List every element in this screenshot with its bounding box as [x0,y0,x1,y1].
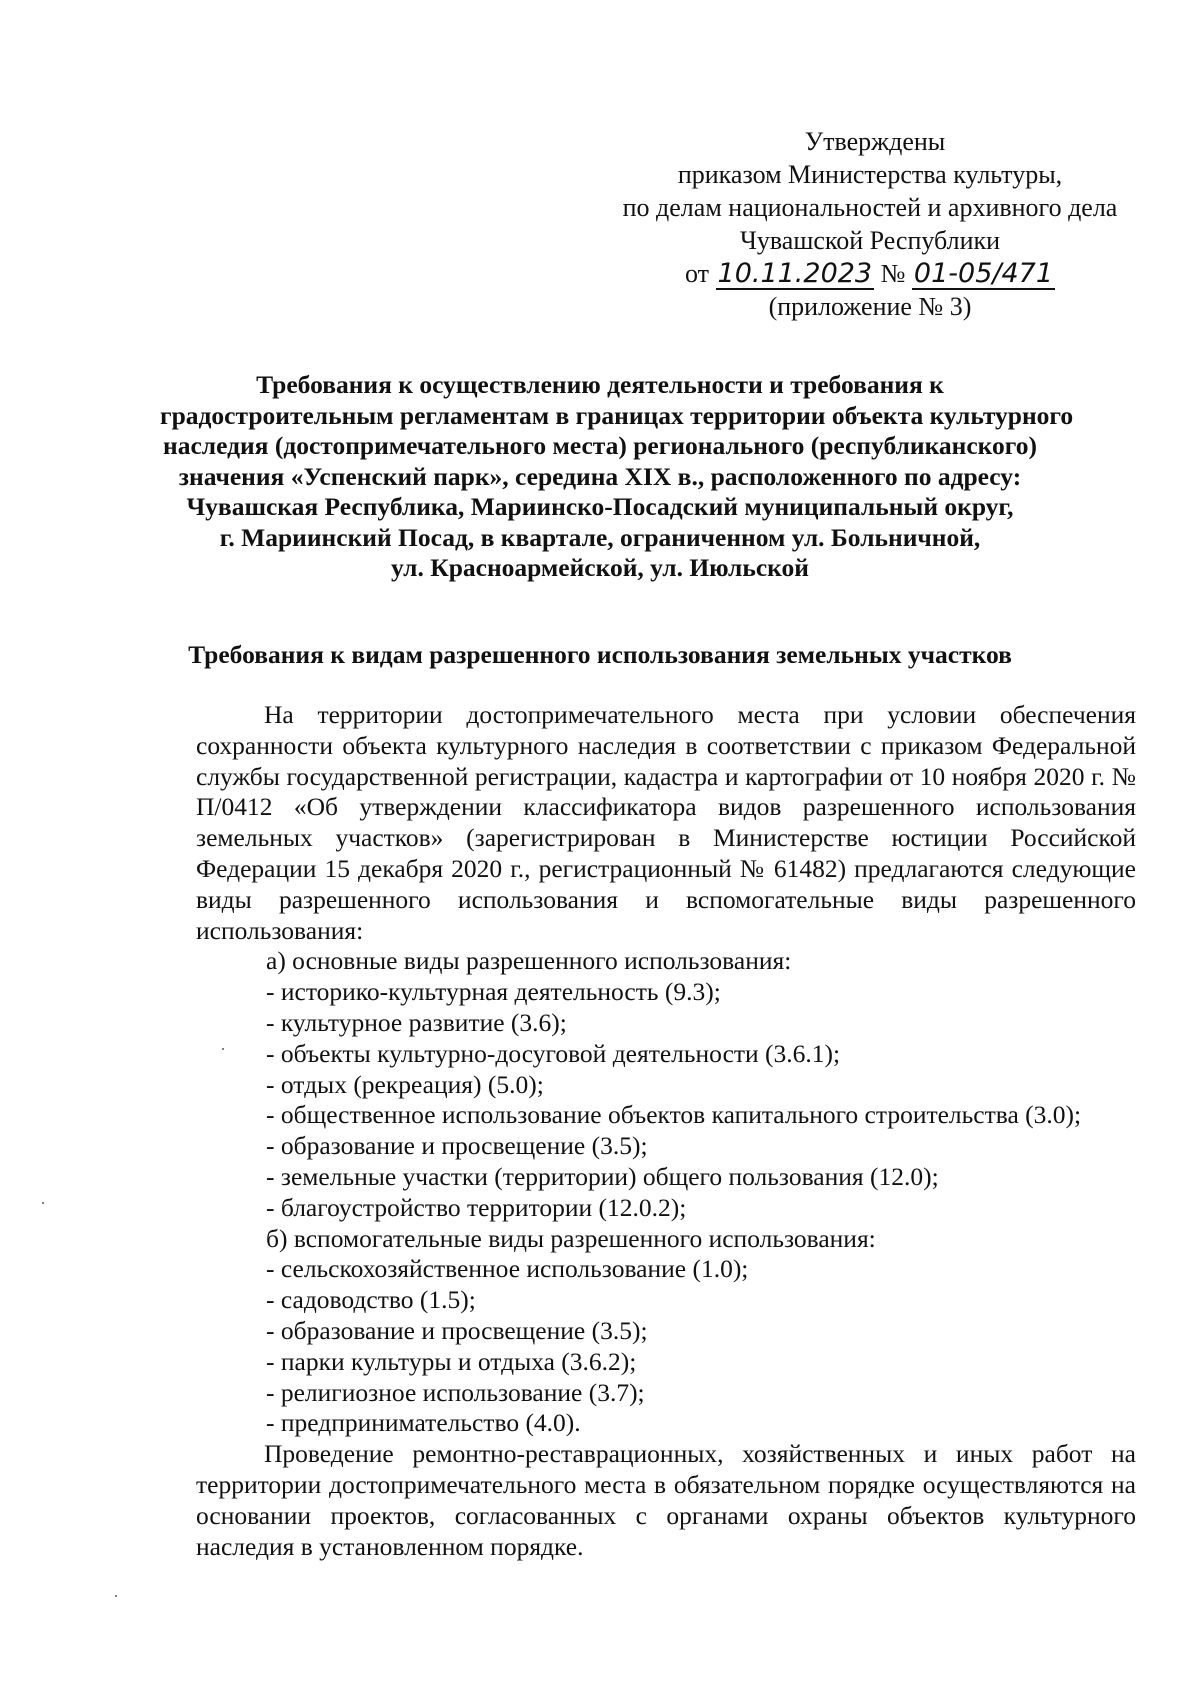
title-line: значения «Успенский парк», середина XIX в., расположенного по адресу: [178,461,1022,491]
title-line: ул. Красноармейской, ул. Июльской [391,553,809,582]
list-item: - образование и просвещение (3.5); [266,1131,648,1161]
approval-appendix: (приложение № 3) [768,292,972,321]
list-item: - образование и просвещение (3.5); [266,1315,648,1345]
scan-speck [115,1595,117,1597]
title-line: г. Мариинский Посад, в квартале, ограниченном ул. Больничной, [219,522,981,552]
date-prefix: от [684,259,710,288]
aux-uses-heading: б) вспомогательные виды разрешенного использования: [266,1223,876,1253]
document-body [196,700,1136,1562]
title-line: Требования к осуществлению деятельности и требования к [256,370,944,399]
list-item: - садоводство (1.5); [266,1285,476,1315]
approval-line-2: приказом Министерства культуры, [677,160,1063,189]
title-line: градостроительным регламентам в границах территории объекта культурного [160,400,1074,430]
list-item: - сельскохозяйственное использование (1.0); [266,1254,749,1284]
handwritten-number: 01-05/471 [913,258,1054,289]
list-item: - религиозное использование (3.7); [266,1377,645,1407]
scan-speck [222,1048,224,1050]
approval-line-1: Утверждены [804,127,946,156]
list-item: - культурное развитие (3.6); [266,1007,567,1037]
document-title [160,370,1074,584]
closing-paragraph: Проведение ремонтно-реставрационных, хозяйственных и иных работ на территории достопримечательного места в обязательном порядке осуществляются на основании проектов, согласованных с органами охраны объектов культурного наследия в установленном порядке. [196,1439,1136,1561]
approval-block [600,125,1140,323]
handwritten-date: 10.11.2023 [717,258,873,289]
approval-date-line [600,257,1140,290]
list-item: - отдых (рекреация) (5.0); [266,1069,544,1099]
approval-line-3: по делам национальностей и архивного дела [622,193,1118,222]
list-item: - историко-культурная деятельность (9.3); [266,977,721,1007]
title-line: наследия (достопримечательного места) регионального (республиканского) [163,431,1037,460]
scan-speck [42,1202,44,1204]
list-item: - предпринимательство (4.0). [266,1408,581,1438]
intro-paragraph: На территории достопримечательного места при условии обеспечения сохранности объекта культурного наследия в соответствии с приказом Федеральной службы государственной регистрации, кадастра и картографии от 10 ноября 2020 г. № П/0412 «Об утверждении классификатора видов разрешенного использования земельных участков» (зарегистрирован в Министерстве юстиции Российской Федерации 15 декабря 2020 г., регистрационный № 61482) предлагаются следующие виды разрешенного использования и вспомогательные виды разрешенного использования: [196,700,1136,945]
list-item: - парки культуры и отдыха (3.6.2); [266,1346,637,1376]
list-item: - общественное использование объектов капитального строительства (3.0); [266,1100,1082,1130]
list-item: - благоустройство территории (12.0.2); [266,1192,687,1222]
approval-line-4: Чувашской Республики [739,226,1001,255]
number-prefix: № [880,259,906,288]
list-item: - объекты культурно-досуговой деятельности (3.6.1); [266,1038,841,1068]
section-heading: Требования к видам разрешенного использования земельных участков [188,640,1012,669]
list-item: - земельные участки (территории) общего пользования (12.0); [266,1161,939,1191]
main-uses-heading: а) основные виды разрешенного использования: [266,946,792,976]
title-line: Чувашская Республика, Мариинско-Посадский муниципальный округ, [186,492,1014,521]
